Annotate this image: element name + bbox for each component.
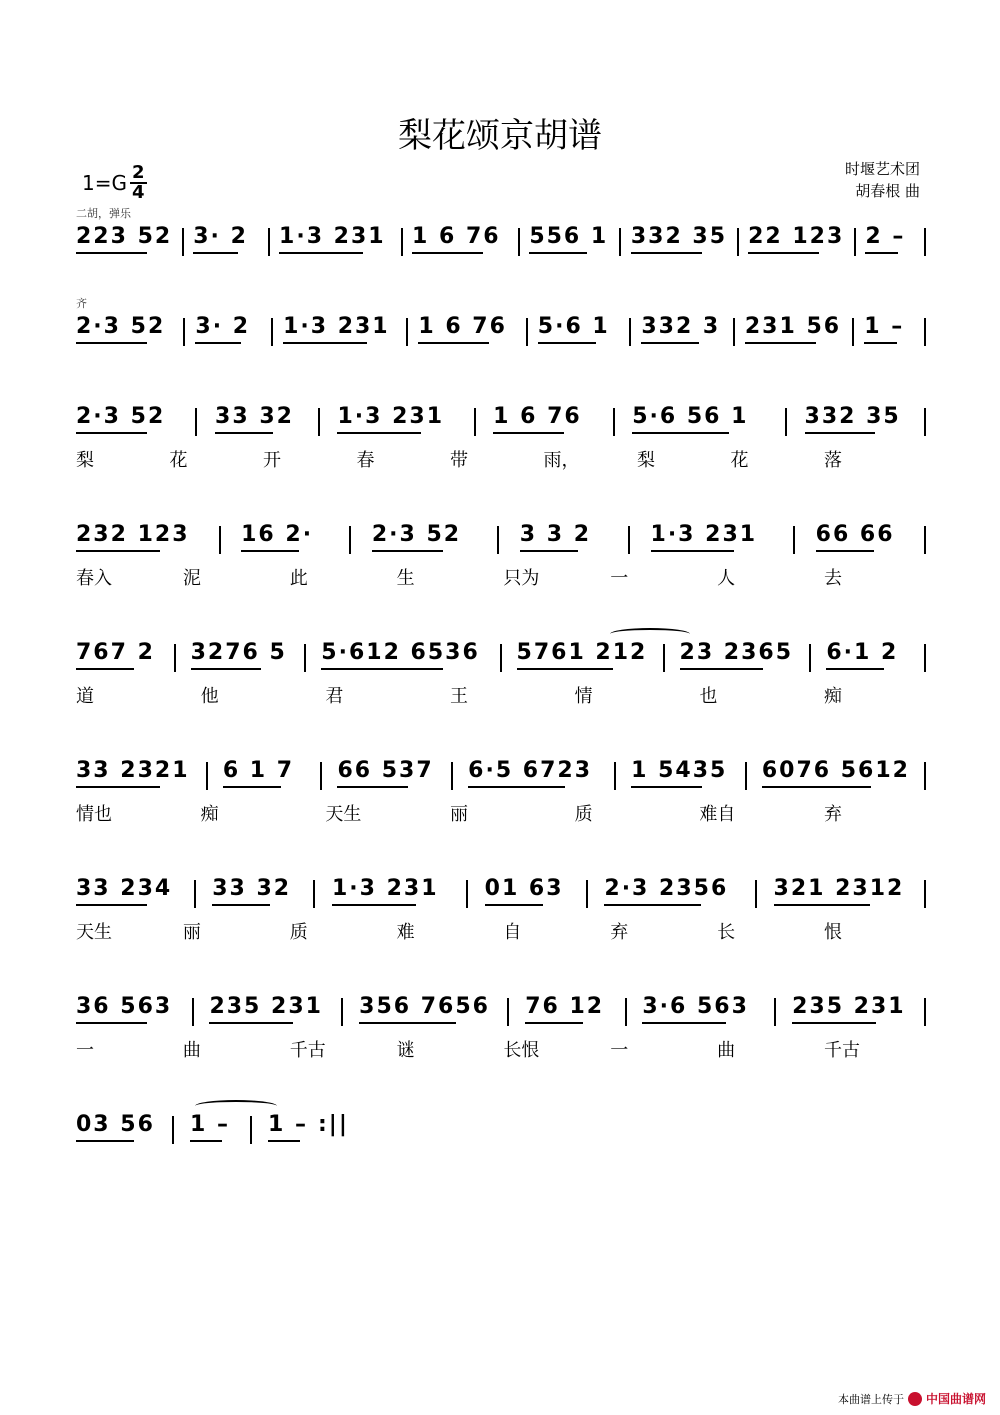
bar-line [745, 762, 747, 790]
bar-line [628, 526, 630, 554]
measure-notes: 33 234 [76, 876, 173, 901]
bar-line [586, 880, 588, 908]
lyric-syllable: 此 [289, 568, 308, 589]
measure-notes: 1·3 231 [650, 522, 758, 547]
bar-line [809, 644, 811, 672]
measure-notes: 01 63 [484, 876, 564, 901]
bar-line [733, 318, 735, 346]
beam-underline [215, 432, 273, 434]
score-row [0, 1110, 1000, 1170]
beam-underline [190, 1140, 222, 1142]
beam-underline [762, 786, 871, 788]
beam-underline [680, 668, 764, 670]
lyric-syllable: 曲 [182, 1040, 201, 1061]
beam-underline [359, 1022, 455, 1024]
bar-line [785, 408, 787, 436]
bar-line [924, 526, 926, 554]
beam-underline [748, 252, 819, 254]
beam-underline [792, 1022, 876, 1024]
beam-underline [193, 252, 238, 254]
bar-line [924, 762, 926, 790]
measure-notes: 1 6 76 [418, 314, 507, 339]
measure-notes: 1 – [190, 1112, 230, 1137]
bar-line [924, 998, 926, 1026]
beam-underline [195, 342, 240, 344]
bar-line [192, 998, 194, 1026]
composer-credit: 胡春根 曲 [855, 182, 920, 200]
lyric-syllable: 弃 [610, 922, 629, 943]
measure-notes: 3· 2 [193, 224, 248, 249]
bar-line [518, 228, 520, 256]
bar-line [341, 998, 343, 1026]
measure-notes: 33 32 [215, 404, 294, 429]
beam-underline [525, 1022, 583, 1024]
score-row [0, 312, 1000, 372]
lyric-syllable: 长 [717, 922, 736, 943]
beam-underline [337, 786, 408, 788]
measure-notes: 3·6 563 [642, 994, 749, 1019]
measure-notes: 5·6 56 1 [632, 404, 749, 429]
bar-line [755, 880, 757, 908]
measure-notes: 03 56 [76, 1112, 155, 1137]
bar-line [774, 998, 776, 1026]
site-logo-icon [908, 1392, 922, 1406]
bar-line [313, 880, 315, 908]
bar-line [401, 228, 403, 256]
beam-underline [642, 1022, 726, 1024]
measure-notes: 1·3 231 [331, 876, 439, 901]
together-label: 齐 [76, 297, 87, 310]
measure-notes: 16 2· [241, 522, 314, 547]
beam-underline [241, 550, 299, 552]
beam-underline [209, 1022, 293, 1024]
measure-notes: 232 123 [76, 522, 190, 547]
lyric-syllable: 泥 [182, 568, 201, 589]
lyric-syllable: 人 [717, 568, 736, 589]
beam-underline [332, 904, 416, 906]
lyric-syllable: 一 [76, 1040, 94, 1061]
bar-line [793, 526, 795, 554]
lyric-syllable: 他 [200, 686, 219, 707]
lyric-syllable: 春 [356, 450, 375, 471]
measure-notes: 2·3 52 [76, 404, 166, 429]
measure-notes: 36 563 [76, 994, 173, 1019]
lyric-syllable: 自 [503, 922, 522, 943]
bar-line [500, 644, 502, 672]
measure-notes: 5·612 6536 [321, 640, 480, 665]
lyric-syllable: 雨， [543, 450, 580, 471]
beam-underline [604, 904, 700, 906]
beam-underline [529, 252, 587, 254]
site-name: 中国曲谱网 [925, 1392, 986, 1406]
bar-line [206, 762, 208, 790]
beam-underline [223, 786, 281, 788]
beam-underline [538, 342, 596, 344]
measure-notes: 2·3 52 [371, 522, 462, 547]
measure-notes: 1·3 231 [283, 314, 390, 339]
beam-underline [631, 252, 702, 254]
beam-underline [816, 550, 874, 552]
bar-line [466, 880, 468, 908]
beam-underline [76, 668, 134, 670]
beam-underline [279, 252, 363, 254]
repeat-end-bar: :|| [318, 1112, 349, 1137]
bar-line [613, 408, 615, 436]
beam-underline [493, 432, 564, 434]
measure-notes: 76 12 [525, 994, 605, 1019]
bar-line [219, 526, 221, 554]
lyric-syllable: 一 [610, 1040, 629, 1061]
measure-notes: 767 2 [76, 640, 155, 665]
lyric-syllable: 道 [76, 686, 94, 707]
bar-line [474, 408, 476, 436]
bar-line [737, 228, 739, 256]
beam-underline [745, 342, 816, 344]
lyrics-row [0, 564, 1000, 594]
lyric-syllable: 一 [610, 568, 629, 589]
beam-underline [631, 786, 702, 788]
lyric-syllable: 天生 [76, 922, 112, 943]
lyrics-row [0, 682, 1000, 712]
bar-line [195, 408, 197, 436]
lyric-syllable: 弃 [824, 804, 842, 825]
measure-notes: 332 35 [630, 224, 728, 249]
instrument-label: 二胡，弹乐 [76, 207, 131, 220]
beam-underline [191, 668, 262, 670]
lyric-syllable: 也 [699, 686, 718, 707]
beam-underline [805, 432, 876, 434]
beam-underline [468, 786, 564, 788]
beam-underline [632, 432, 728, 434]
bar-line [250, 1116, 252, 1144]
key-signature [82, 164, 147, 202]
footer [838, 1390, 986, 1407]
bar-line [526, 318, 528, 346]
measure-notes: 66 537 [337, 758, 434, 783]
lyric-syllable: 带 [450, 450, 468, 471]
lyric-syllable: 千古 [289, 1040, 326, 1061]
tie-arc [610, 628, 690, 640]
measure-notes: 332 35 [804, 404, 901, 429]
beam-underline [76, 550, 160, 552]
bar-line [854, 228, 856, 256]
bar-line [406, 318, 408, 346]
beam-underline [372, 550, 443, 552]
bar-line [924, 880, 926, 908]
lyric-syllable: 曲 [717, 1040, 736, 1061]
measure-notes: 1 6 76 [412, 224, 501, 249]
measure-notes: 231 56 [744, 314, 842, 339]
measure-notes: 235 231 [792, 994, 906, 1019]
measure-notes: 1·3 231 [337, 404, 445, 429]
measure-notes: 2·3 52 [76, 314, 166, 339]
beam-underline [864, 342, 896, 344]
measure-notes: 3276 5 [190, 640, 287, 665]
beam-underline [412, 252, 483, 254]
measure-notes: 3 3 2 [519, 522, 592, 547]
beam-underline [418, 342, 489, 344]
bar-line [924, 408, 926, 436]
footer-text: 本曲谱上传于 [837, 1392, 904, 1406]
measure-notes: 23 2365 [679, 640, 794, 665]
bar-line [614, 762, 616, 790]
time-denominator: 4 [131, 182, 145, 203]
bar-line [318, 408, 320, 436]
lyric-syllable: 生 [396, 568, 415, 589]
measure-notes: 321 2312 [773, 876, 905, 901]
measure-notes: 356 7656 [359, 994, 490, 1019]
measure-notes: 223 52 [76, 224, 173, 249]
time-numerator: 2 [131, 162, 145, 183]
beam-underline [76, 786, 160, 788]
measure-notes: 66 66 [815, 522, 895, 547]
bar-line [349, 526, 351, 554]
measure-notes: 2·3 2356 [604, 876, 729, 901]
lyric-syllable: 梨 [76, 450, 94, 471]
key-label: 1=G [82, 171, 127, 195]
lyrics-row [0, 918, 1000, 948]
beam-underline [76, 432, 147, 434]
bar-line [304, 644, 306, 672]
lyric-syllable: 去 [824, 568, 842, 589]
lyric-syllable: 质 [289, 922, 308, 943]
tie-arc [195, 1100, 277, 1112]
measure-notes: 6 1 7 [222, 758, 295, 783]
lyric-syllable: 难 [396, 922, 415, 943]
measure-notes: 1 5435 [631, 758, 728, 783]
bar-line [924, 644, 926, 672]
lyric-syllable: 君 [325, 686, 344, 707]
lyric-syllable: 王 [450, 686, 468, 707]
measure-notes: 556 1 [529, 224, 609, 249]
beam-underline [826, 668, 884, 670]
measure-notes: 2 – [865, 224, 906, 249]
lyric-syllable: 丽 [450, 804, 468, 825]
lyric-syllable: 情 [574, 686, 593, 707]
lyric-syllable: 千古 [824, 1040, 860, 1061]
measure-notes: 6·5 6723 [468, 758, 593, 783]
beam-underline [520, 550, 578, 552]
bar-line [194, 880, 196, 908]
lyric-syllable: 春入 [76, 568, 112, 589]
measure-notes: 6076 5612 [761, 758, 910, 783]
lyric-syllable: 谜 [396, 1040, 415, 1061]
bar-line [629, 318, 631, 346]
measure-notes: 1 – [864, 314, 905, 339]
beam-underline [337, 432, 421, 434]
bar-line [182, 228, 184, 256]
beam-underline [774, 904, 870, 906]
bar-line [507, 998, 509, 1026]
beam-underline [212, 904, 270, 906]
bar-line [268, 228, 270, 256]
beam-underline [76, 1022, 147, 1024]
measure-notes: 1 6 76 [493, 404, 582, 429]
lyric-syllable: 丽 [182, 922, 201, 943]
measure-notes: 22 123 [748, 224, 845, 249]
measure-notes: 1 – [268, 1112, 308, 1137]
beam-underline [485, 904, 543, 906]
bar-line [852, 318, 854, 346]
measure-notes: 1·3 231 [279, 224, 386, 249]
lyric-syllable: 难自 [699, 804, 736, 825]
lyrics-row [0, 446, 1000, 476]
lyric-syllable: 痴 [200, 804, 219, 825]
lyric-syllable: 情也 [76, 804, 112, 825]
measure-notes: 33 32 [212, 876, 292, 901]
lyric-syllable: 梨 [637, 450, 655, 471]
measure-notes: 33 2321 [76, 758, 190, 783]
bar-line [172, 1116, 174, 1144]
beam-underline [651, 550, 735, 552]
lyric-syllable: 恨 [824, 922, 842, 943]
beam-underline [76, 252, 147, 254]
bar-line [625, 998, 627, 1026]
lyric-syllable: 长恨 [503, 1040, 540, 1061]
bar-line [924, 228, 926, 256]
lyric-syllable: 花 [169, 450, 188, 471]
bar-line [924, 318, 926, 346]
lyric-syllable: 开 [263, 450, 281, 471]
bar-line [183, 318, 185, 346]
lyrics-row [0, 1036, 1000, 1066]
time-signature [130, 164, 147, 202]
beam-underline [641, 342, 699, 344]
measure-notes: 235 231 [209, 994, 323, 1019]
beam-underline [517, 668, 613, 670]
measure-notes: 5761 212 [516, 640, 648, 665]
bar-line [451, 762, 453, 790]
bar-line [271, 318, 273, 346]
beam-underline [865, 252, 897, 254]
beam-underline [76, 904, 147, 906]
lyric-syllable: 质 [574, 804, 593, 825]
measure-notes: 3· 2 [195, 314, 251, 339]
lyric-syllable: 落 [824, 450, 842, 471]
lyric-syllable: 天生 [325, 804, 362, 825]
lyric-syllable: 痴 [824, 686, 842, 707]
beam-underline [321, 668, 443, 670]
measure-notes: 6·1 2 [826, 640, 899, 665]
lyric-syllable: 花 [730, 450, 749, 471]
measure-notes: 332 3 [641, 314, 721, 339]
score-title: 梨花颂京胡谱 [398, 116, 602, 156]
beam-underline [268, 1140, 300, 1142]
beam-underline [76, 342, 147, 344]
score-row [0, 222, 1000, 282]
bar-line [619, 228, 621, 256]
beam-underline [283, 342, 367, 344]
measure-notes: 5·6 1 [537, 314, 610, 339]
bar-line [320, 762, 322, 790]
bar-line [663, 644, 665, 672]
lyric-syllable: 只为 [503, 568, 540, 589]
bar-line [497, 526, 499, 554]
beam-underline [76, 1140, 134, 1142]
lyrics-row [0, 800, 1000, 830]
bar-line [174, 644, 176, 672]
troupe-credit: 时堰艺术团 [844, 160, 920, 178]
